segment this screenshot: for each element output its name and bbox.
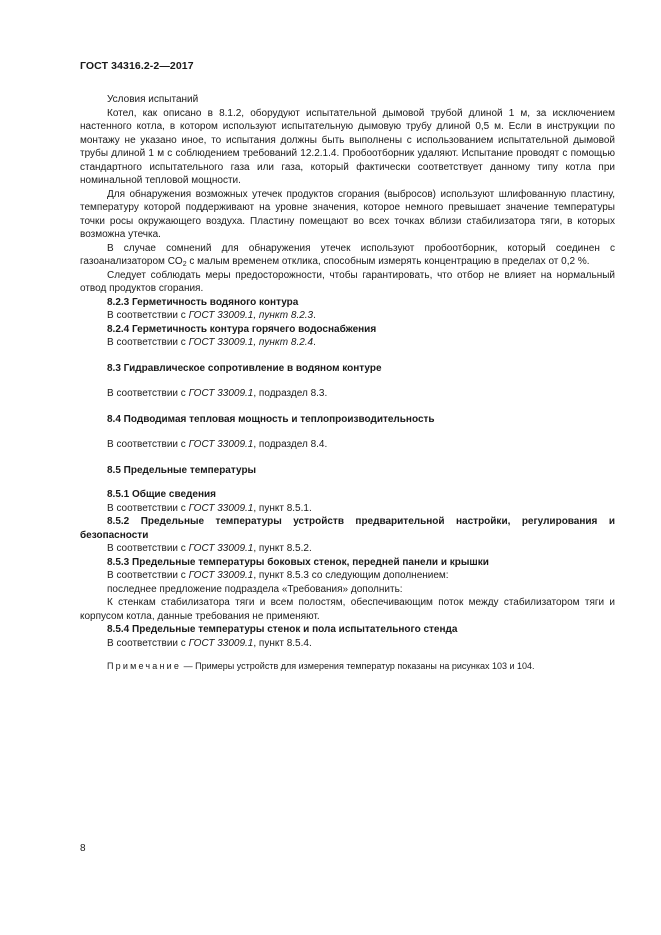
section-8-5-1-heading: 8.5.1 Общие сведения (107, 489, 216, 500)
note-text: — Примеры устройств для измерения температур показаны на рисунках 103 и 104. (181, 661, 535, 671)
section-8-4-heading: 8.4 Подводимая тепловая мощность и теплопроизводительность (107, 413, 435, 425)
intro-paragraph-4: Следует соблюдать меры предосторожности, чтобы гарантировать, что отбор не влияет на нормальный отвод продуктов сгорания. (80, 269, 615, 294)
section-8-2-3-text: В соответствии с ГОСТ 33009.1, пункт 8.2.3. (107, 310, 316, 321)
section-8-5-2-heading: 8.5.2 Предельные температуры устройств предварительной настройки, регулирования и безопасности (80, 516, 615, 541)
note (80, 660, 615, 674)
section-8-5-4-text: В соответствии с ГОСТ 33009.1, пункт 8.5.4. (107, 637, 312, 649)
intro-title: Условия испытаний (107, 94, 199, 105)
page-header: ГОСТ 34316.2-2—2017 (80, 60, 194, 72)
intro-paragraph-1: Котел, как описано в 8.1.2, оборудуют испытательной дымовой трубой длиной 1 м, за исключением настенного котла, в котором используют испытательную дымовую трубу длиной 0,5 м. Если в инструкции по монтажу не указано иное, то испытания должны быть выполнены с использованием испытательной дымовой трубы длиной 1 м с соблюдением требований 12.2.1.4. Пробоотборник удаляют. Испытание проводят с помощью стандартного испытательного газа или газа, который фактически соответствует данному типу котла при номинальной тепловой мощности. (80, 107, 615, 186)
section-8-3-text: В соответствии с ГОСТ 33009.1, подраздел 8.3. (107, 388, 328, 399)
section-8-5-2-text: В соответствии с ГОСТ 33009.1, пункт 8.5.2. (107, 543, 312, 554)
section-8-5-3-requirement: К стенкам стабилизатора тяги и всем полостям, обеспечивающим поток между стабилизатором тяги и корпусом котла, данные требования не применяют. (80, 597, 615, 622)
section-8-5-3-heading: 8.5.3 Предельные температуры боковых стенок, передней панели и крышки (107, 556, 489, 568)
section-8-4-text: В соответствии с ГОСТ 33009.1, подраздел 8.4. (107, 439, 328, 450)
section-8-5-heading: 8.5 Предельные температуры (107, 464, 257, 476)
section-8-2-4-text: В соответствии с ГОСТ 33009.1, пункт 8.2.4. (107, 337, 316, 348)
note-label: Примечание (107, 661, 182, 671)
document-body (80, 93, 615, 674)
section-8-5-4-heading: 8.5.4 Предельные температуры стенок и пола испытательного стенда (107, 624, 458, 635)
section-8-2-4-heading: 8.2.4 Герметичность контура горячего водоснабжения (107, 323, 377, 335)
page-number: 8 (80, 843, 86, 854)
intro-paragraph-2: Для обнаружения возможных утечек продуктов сгорания (выбросов) используют шлифованную пластину, температуру которой поддерживают на уровне значения, которое немного превышает значение температуры точки росы окружающего воздуха. Пластину помещают во всех точках вблизи стабилизатора тяги, в которых возможна утечка. (80, 188, 615, 240)
section-8-5-3-text: В соответствии с ГОСТ 33009.1, пункт 8.5.3 со следующим дополнением: (107, 570, 449, 581)
intro-paragraph-3: В случае сомнений для обнаружения утечек используют пробоотборник, который соединен с газоанализатором $CO_2$ с малым временем отклика, способным измерять концентрацию в пределах от 0,2 %. (80, 242, 615, 268)
section-8-5-3-amendment: последнее предложение подраздела «Требования» дополнить: (107, 583, 403, 595)
section-8-2-3-heading: 8.2.3 Герметичность водяного контура (107, 296, 299, 308)
section-8-5-1-text: В соответствии с ГОСТ 33009.1, пункт 8.5.1. (107, 502, 312, 514)
section-8-3-heading: 8.3 Гидравлическое сопротивление в водяном контуре (107, 362, 382, 374)
